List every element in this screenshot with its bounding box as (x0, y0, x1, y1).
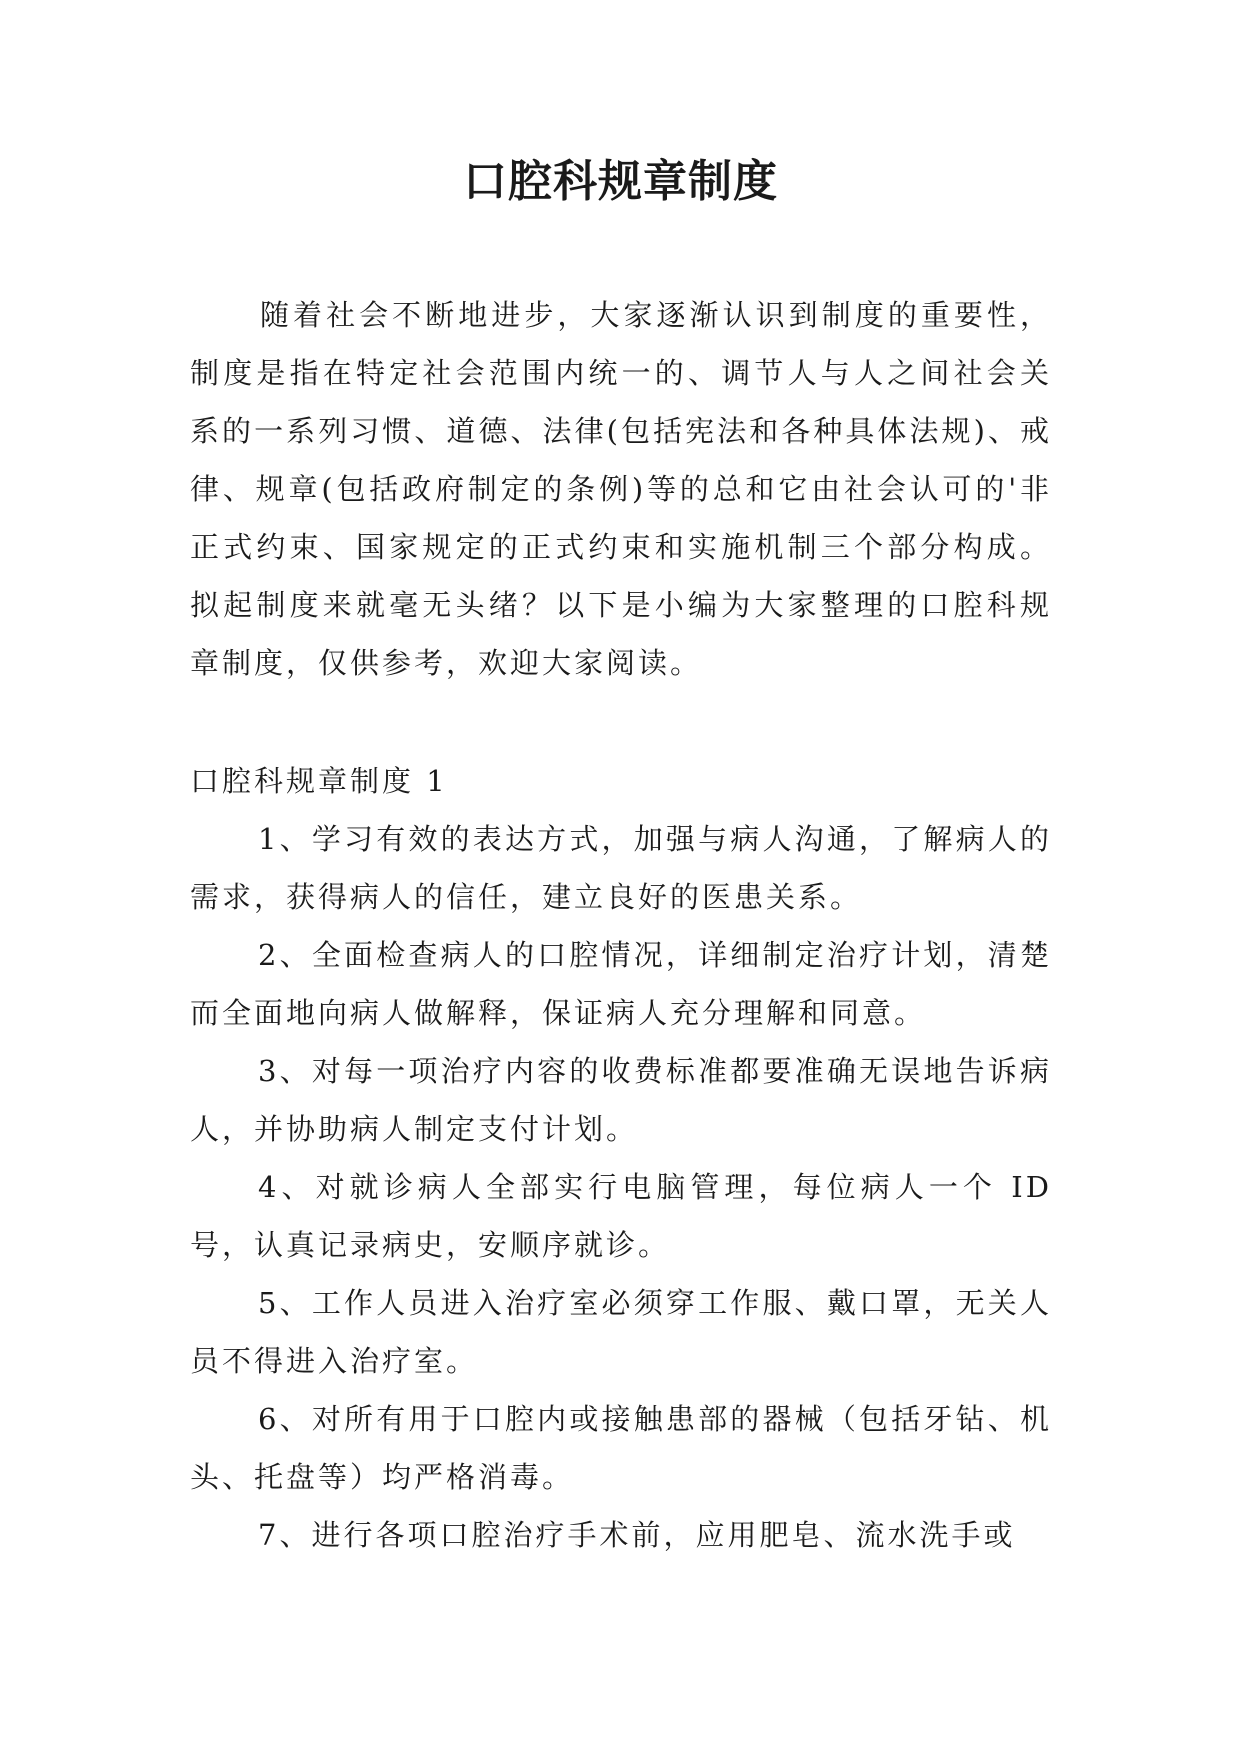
rule-item-5: 5、工作人员进入治疗室必须穿工作服、戴口罩，无关人员不得进入治疗室。 (190, 1286, 1052, 1378)
rule-item-7: 7、进行各项口腔治疗手术前，应用肥皂、流水洗手或 (258, 1518, 1016, 1552)
rule-item-6: 6、对所有用于口腔内或接触患部的器械（包括牙钻、机头、托盘等）均严格消毒。 (190, 1402, 1052, 1494)
rule-item-3: 3、对每一项治疗内容的收费标准都要准确无误地告诉病人，并协助病人制定支付计划。 (190, 1054, 1052, 1146)
intro-paragraph: 随着社会不断地进步，大家逐渐认识到制度的重要性，制度是指在特定社会范围内统一的、调节人与人之间社会关系的一系列习惯、道德、法律(包括宪法和各种具体法规)、戒律、规章(包括政府制定的条例)等的总和它由社会认可的'非正式约束、国家规定的正式约束和实施机制三个部分构成。拟起制度来就毫无头绪？以下是小编为大家整理的口腔科规章制度，仅供参考，欢迎大家阅读。 (190, 298, 1052, 680)
rule-item-4: 4、对就诊病人全部实行电脑管理，每位病人一个 ID 号，认真记录病史，安顺序就诊。 (190, 1170, 1052, 1262)
section-heading: 口腔科规章制度 1 (190, 764, 448, 798)
rule-item-2: 2、全面检查病人的口腔情况，详细制定治疗计划，清楚而全面地向病人做解释，保证病人充分理解和同意。 (190, 938, 1052, 1030)
rules-list (190, 810, 1052, 1564)
rule-item-1: 1、学习有效的表达方式，加强与病人沟通，了解病人的需求，获得病人的信任，建立良好的医患关系。 (190, 822, 1052, 914)
document-title: 口腔科规章制度 (463, 156, 778, 207)
